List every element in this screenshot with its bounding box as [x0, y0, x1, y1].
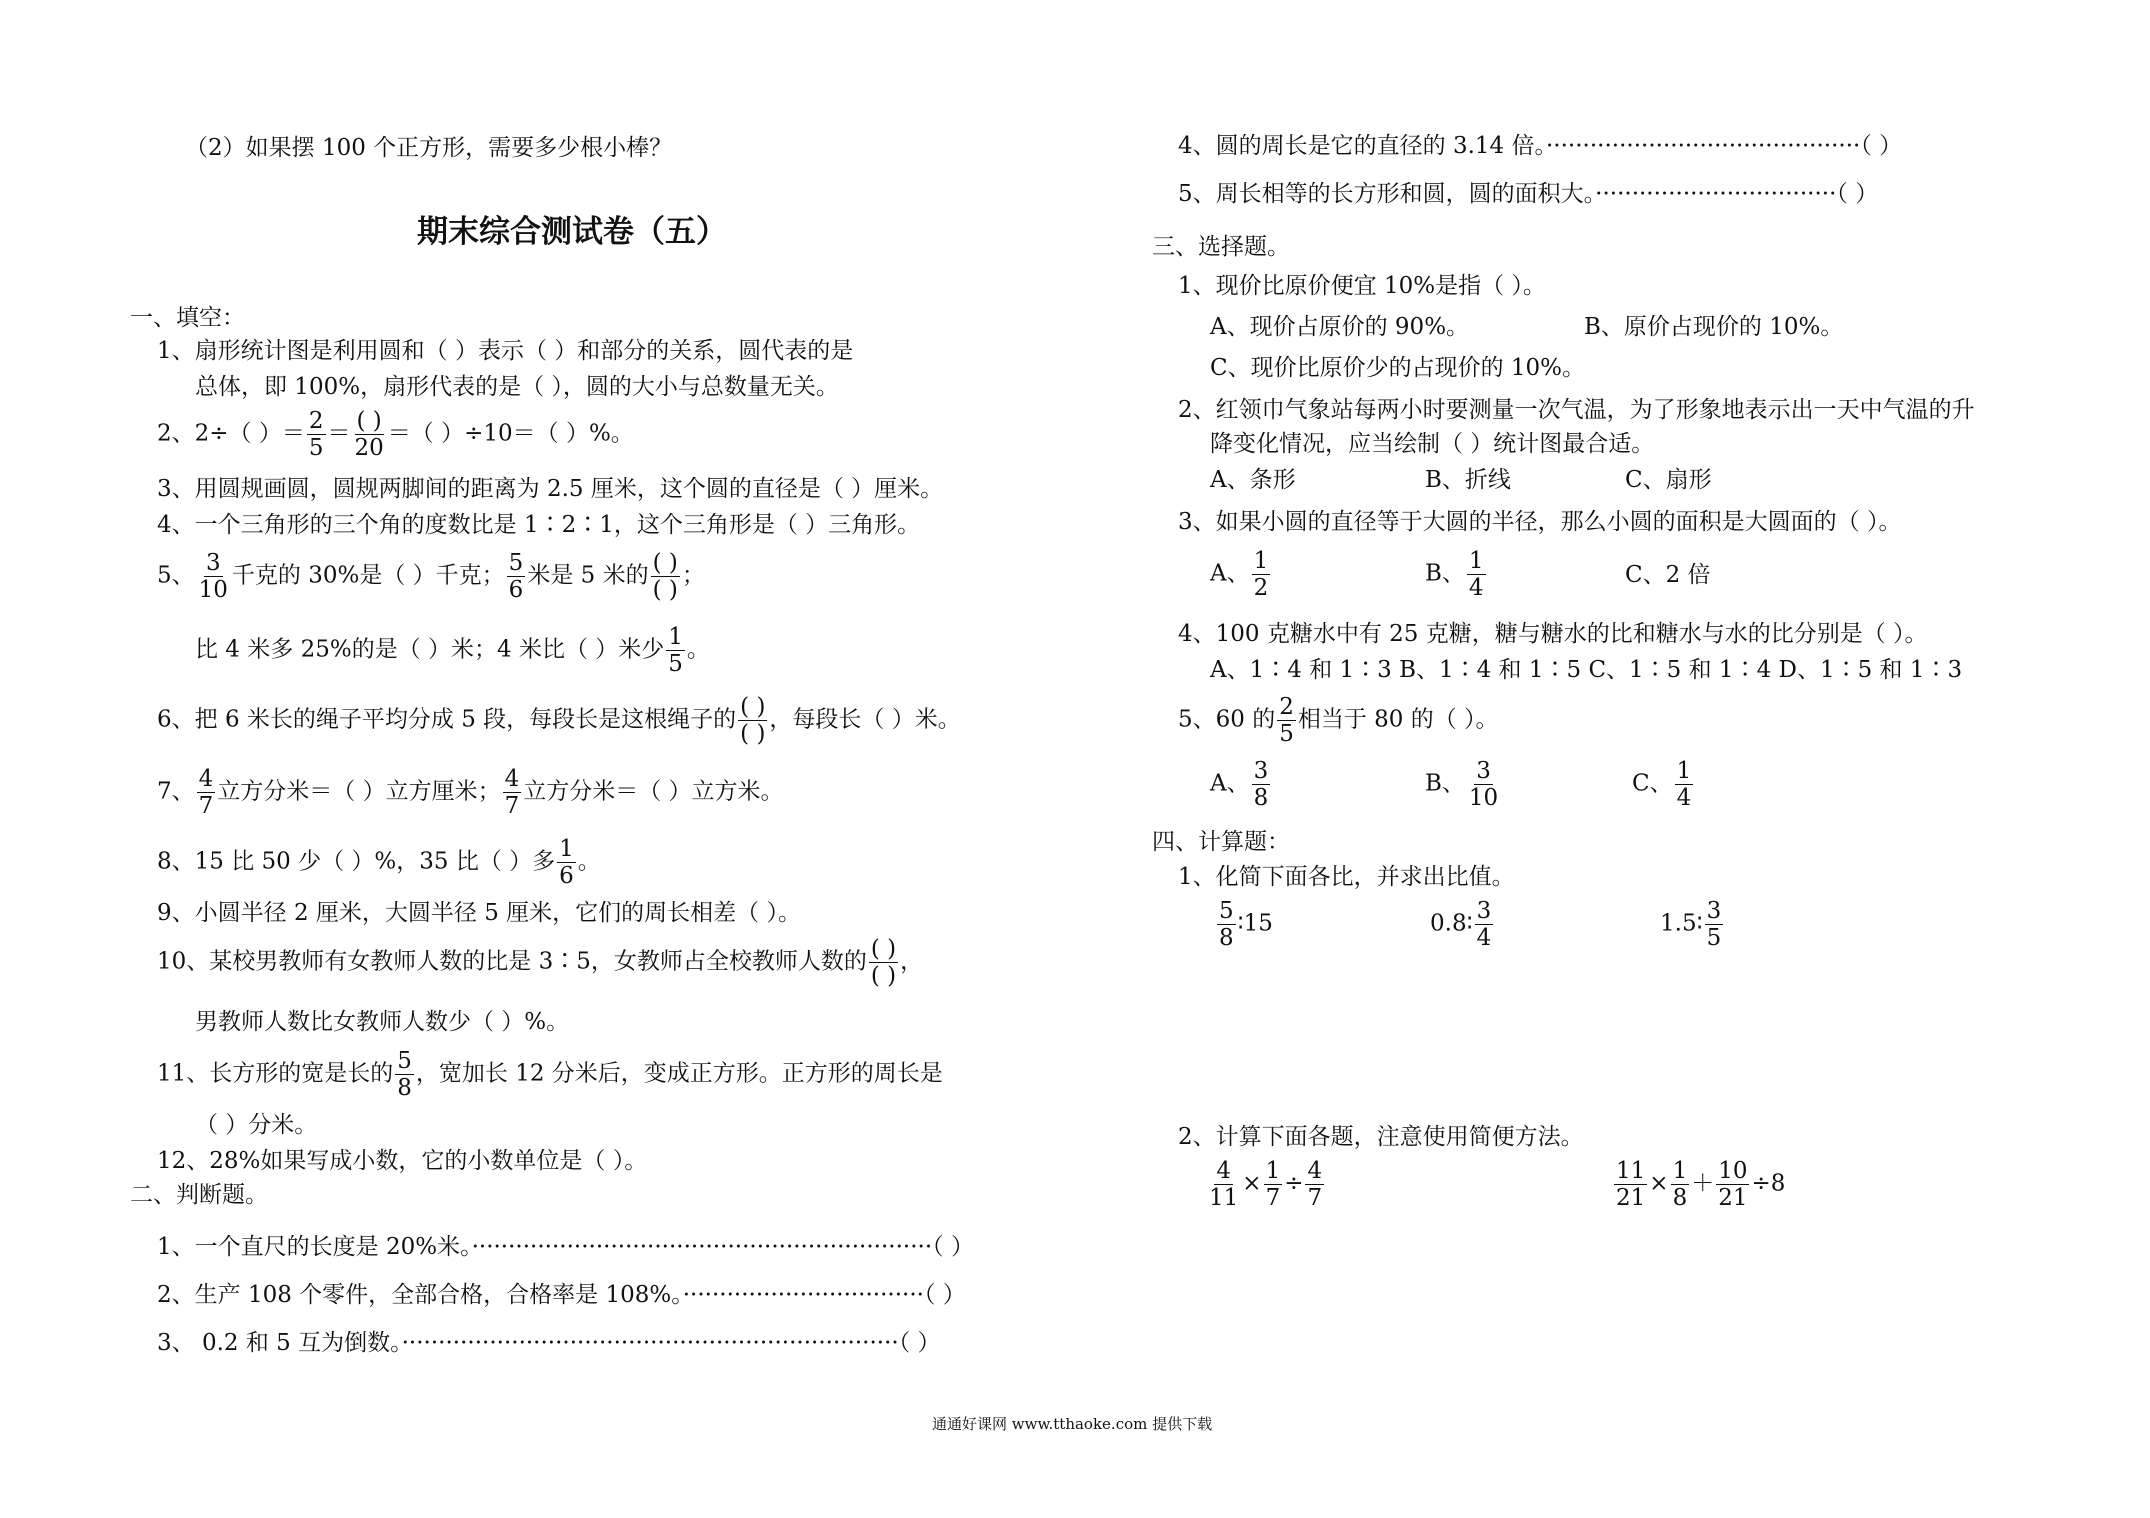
fill-q3: 3、用圆规画圆，圆规两脚间的距离为 2.5 厘米，这个圆的直径是（ ）厘米。: [157, 476, 944, 502]
fraction: $\frac{1}{7}$: [1265, 1158, 1281, 1211]
fraction: $\frac{1}{4}$: [1676, 758, 1692, 811]
fraction: $\frac{1}{5}$: [668, 624, 683, 677]
fraction: $\frac{4}{7}$: [504, 766, 520, 819]
calc-q2-expression-2: $\frac{11}{21}$ × $\frac{1}{8}$ ＋ $\frac{10}{21}$ ÷8: [1616, 1158, 1786, 1211]
choice-q2-line1: 2、红领巾气象站每两小时要测量一次气温，为了形象地表示出一天中气温的升: [1178, 397, 1975, 423]
choice-q5-option-b: B、 $\frac{3}{10}$: [1425, 758, 1499, 811]
section-1-heading: 一、填空：: [130, 305, 245, 331]
choice-q4-options: A、1∶4 和 1∶3 B、1∶4 和 1∶5 C、1∶5 和 1∶4 D、1∶5 和 1∶3: [1210, 657, 1963, 683]
section-4-heading: 四、计算题：: [1152, 829, 1290, 855]
section-2-heading: 二、判断题。: [130, 1182, 268, 1208]
judge-q3: 3、 0.2 和 5 互为倒数。····································································（ ）: [157, 1330, 941, 1356]
fill-q7: 7、 $\frac{4}{7}$ 立方分米＝（ ）立方厘米； $\frac{4}{7}$ 立方分米＝（ ）立方米。: [157, 766, 784, 819]
choice-q1: 1、现价比原价便宜 10%是指（ ）。: [1178, 273, 1546, 299]
fill-q6: 6、把 6 米长的绳子平均分成 5 段，每段长是这根绳子的 $\frac{( )}{( )}$ ，每段长（ ）米。: [157, 694, 961, 747]
choice-q1-option-c: C、现价比原价少的占现价的 10%。: [1210, 355, 1586, 381]
fraction: $\frac{1}{6}$: [559, 836, 574, 889]
calc-q1-item-2: 0.8∶ $\frac{3}{4}$: [1430, 898, 1492, 951]
fraction: $\frac{11}{21}$: [1616, 1158, 1646, 1211]
choice-q4: 4、100 克糖水中有 25 克糖，糖与糖水的比和糖水与水的比分别是（ ）。: [1178, 621, 1928, 647]
choice-q2-line2: 降变化情况，应当绘制（ ）统计图最合适。: [1210, 431, 1655, 457]
fraction: $\frac{5}{6}$: [508, 550, 524, 603]
fraction: $\frac{3}{10}$: [1468, 758, 1499, 811]
fraction: $\frac{1}{4}$: [1468, 548, 1484, 601]
choice-q5-option-c: C、 $\frac{1}{4}$: [1632, 758, 1692, 811]
judge-q2: 2、生产 108 个零件，全部合格，合格率是 108%。·································（ ）: [157, 1282, 966, 1308]
choice-q3-option-a: A、 $\frac{1}{2}$: [1210, 548, 1269, 601]
section-3-heading: 三、选择题。: [1152, 234, 1290, 260]
choice-q2-option-c: C、扇形: [1625, 467, 1712, 493]
calc-q2: 2、计算下面各题，注意使用简便方法。: [1178, 1124, 1584, 1150]
choice-q2-option-b: B、折线: [1425, 467, 1511, 493]
fill-q2: 2、2÷（ ）＝ $\frac{2}{5}$ ＝ $\frac{( )}{20}$ ＝（ ）÷10＝（ ）%。: [157, 408, 634, 461]
fraction: $\frac{3}{4}$: [1476, 898, 1492, 951]
choice-q1-option-b: B、原价占现价的 10%。: [1584, 314, 1844, 340]
choice-q2-option-a: A、条形: [1210, 467, 1296, 493]
fraction: $\frac{10}{21}$: [1718, 1158, 1748, 1211]
judge-q4: 4、圆的周长是它的直径的 3.14 倍。···········································（ ）: [1178, 133, 1903, 159]
fill-q5-line2: 比 4 米多 25%的是（ ）米；4 米比（ ）米少 $\frac{1}{5}$ 。: [195, 624, 710, 677]
page-title: 期末综合测试卷（五）: [417, 214, 727, 250]
fill-q11-line1: 11、长方形的宽是长的 $\frac{5}{8}$ ，宽加长 12 分米后，变成正方形。正方形的周长是: [157, 1048, 943, 1101]
fill-q10-line1: 10、某校男教师有女教师人数的比是 3∶5，女教师占全校教师人数的 $\frac{( )}{( )}$ ，: [157, 936, 924, 989]
carry-over-question: （2）如果摆 100 个正方形，需要多少根小棒？: [185, 135, 673, 161]
fraction: $\frac{3}{5}$: [1706, 898, 1722, 951]
choice-q1-option-a: A、现价占原价的 90%。: [1210, 314, 1470, 340]
fraction: $\frac{( )}{( )}$: [740, 694, 766, 747]
fill-q1-line2: 总体，即 100%，扇形代表的是（ ），圆的大小与总数量无关。: [195, 374, 839, 400]
fraction: $\frac{1}{8}$: [1672, 1158, 1688, 1211]
fill-q5-line1: 5、 $\frac{3}{10}$ 千克的 30%是（ ）千克； $\frac{5}{6}$ 米是 5 米的 $\frac{( )}{( )}$ ；: [157, 550, 705, 603]
choice-q5: 5、60 的 $\frac{2}{5}$ 相当于 80 的（ ）。: [1178, 694, 1499, 747]
fraction: $\frac{3}{8}$: [1253, 758, 1269, 811]
fraction: $\frac{4}{11}$: [1209, 1158, 1239, 1211]
fraction: $\frac{2}{5}$: [1279, 694, 1294, 747]
fraction: $\frac{( )}{( )}$: [870, 936, 897, 989]
fill-q4: 4、一个三角形的三个角的度数比是 1∶2∶1，这个三角形是（ ）三角形。: [157, 512, 921, 538]
calc-q1-item-1: $\frac{5}{8}$ ∶15: [1219, 898, 1273, 951]
fraction: $\frac{2}{5}$: [308, 408, 324, 461]
fraction: $\frac{5}{8}$: [397, 1048, 412, 1101]
calc-q2-expression-1: $\frac{4}{11}$ × $\frac{1}{7}$ ÷ $\frac{4}{7}$: [1209, 1158, 1323, 1211]
page-footer: 通通好课网 www.tthaoke.com 提供下载: [932, 1415, 1213, 1433]
fraction: $\frac{( )}{20}$: [354, 408, 384, 461]
fraction: $\frac{1}{2}$: [1253, 548, 1269, 601]
fraction: $\frac{5}{8}$: [1219, 898, 1234, 951]
judge-q5: 5、周长相等的长方形和圆，圆的面积大。·································（ ）: [1178, 181, 1879, 207]
choice-q3-option-c: C、2 倍: [1625, 562, 1711, 588]
fraction: $\frac{4}{7}$: [1307, 1158, 1323, 1211]
calc-q1: 1、化简下面各比，并求出比值。: [1178, 864, 1515, 890]
fill-q8: 8、15 比 50 少（ ）%，35 比（ ）多 $\frac{1}{6}$ 。: [157, 836, 601, 889]
judge-q1: 1、一个直尺的长度是 20%米。·······························································（ ）: [157, 1234, 974, 1260]
choice-q3-option-b: B、 $\frac{1}{4}$: [1425, 548, 1484, 601]
fill-q1-line1: 1、扇形统计图是利用圆和（ ）表示（ ）和部分的关系，圆代表的是: [157, 338, 854, 364]
calc-q1-item-3: 1.5∶ $\frac{3}{5}$: [1660, 898, 1722, 951]
fraction: $\frac{( )}{( )}$: [652, 550, 678, 603]
choice-q3: 3、如果小圆的直径等于大圆的半径，那么小圆的面积是大圆面的（ ）。: [1178, 509, 1902, 535]
fill-q9: 9、小圆半径 2 厘米，大圆半径 5 厘米，它们的周长相差（ ）。: [157, 900, 801, 926]
choice-q5-option-a: A、 $\frac{3}{8}$: [1210, 758, 1269, 811]
fraction: $\frac{4}{7}$: [198, 766, 214, 819]
fill-q12: 12、28%如果写成小数，它的小数单位是（ ）。: [157, 1148, 648, 1174]
fill-q10-line2: 男教师人数比女教师人数少（ ）%。: [195, 1009, 570, 1035]
fraction: $\frac{3}{10}$: [198, 550, 228, 603]
fill-q11-line2: （ ）分米。: [195, 1112, 318, 1138]
